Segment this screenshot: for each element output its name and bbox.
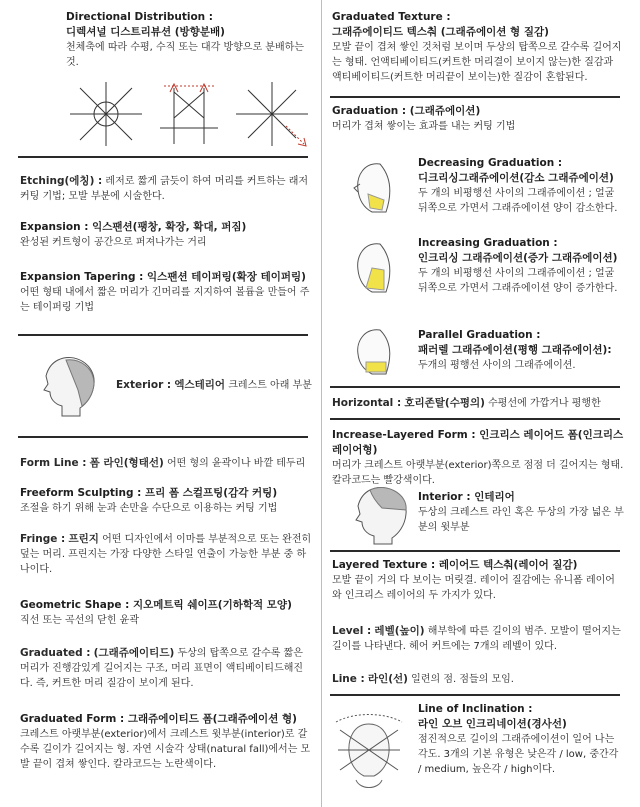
head-interior-icon [352,484,410,546]
entry-inclination [418,702,624,777]
entry-kr-title: 라인 오브 인크리네이션(경사선) [418,718,567,730]
entry-increase-layered [332,428,624,488]
entry-graduated [20,646,314,691]
entry-body: 조절을 하기 위해 눈과 손만을 수단으로 이용하는 커팅 기법 [20,503,278,514]
entry-graduation [332,104,624,134]
entry-body: 두 개의 비평행선 사이의 그래쥬에이션 ; 얼굴 뒤쪽으로 가면서 그래쥬에이션 양이 감소한다. [418,188,618,214]
entry-expansion-tapering [20,270,314,315]
section-rule [18,334,308,336]
entry-title: Expansion : [20,221,89,233]
entry-directional [66,10,316,70]
entry-decreasing [418,156,624,216]
entry-title: Graduation : [332,105,407,117]
section-rule [330,386,620,388]
column-divider [321,0,322,807]
entry-title: Increasing Graduation : [418,237,558,249]
entry-interior [418,490,624,535]
entry-kr-title: 프리 폼 스컬프팅(감각 커팅) [144,487,278,499]
entry-body: 머리가 크레스트 아랫부분(exterior)쪽으로 점점 더 길어지는 형태. 칼라코드는 빨강색이다. [332,460,624,486]
head-inclination-icon [334,710,404,800]
entry-kr-title: 호리존탈(수평의) [404,397,485,409]
entry-body: 두 개의 비평행선 사이의 그래쥬에이션 ; 얼굴 뒤쪽으로 가면서 그래쥬에이션 양이 증가한다. [418,268,618,294]
entry-body: 두개의 평행선 사이의 그래쥬에이션. [418,360,576,371]
entry-kr-title: 디크리싱그래쥬에이션(감소 그래쥬에이션) [418,172,614,184]
entry-body: 해부학에 따른 길이의 범주. 모발이 떨어지는 길이를 나타낸다. 헤어 커트에는 7개의 레벨이 있다. [332,626,621,652]
section-rule [330,418,620,420]
section-rule [330,694,620,696]
entry-body: 천체축에 따라 수평, 수직 또는 대각 방향으로 분배하는 것. [66,42,304,68]
entry-title: Increase-Layered Form : [332,429,476,441]
entry-kr-title: 그래쥬에이티드 폼(그래쥬에이션 형) [127,713,297,725]
entry-graduated-texture [332,10,624,85]
entry-body: 모발 끝이 겹쳐 쌓인 것처럼 보이며 두상의 탑쪽으로 갈수록 길어지는 형태. 언액티베이티드(커트한 머리결이 보이지 않는)한 질감과 액티베이티드(커트한 머리끝이 보이는)한 질감이 혼합된다. [332,42,622,83]
entry-kr-title: 프린지 [68,533,99,545]
entry-body: 크레스트 아래 부분 [228,380,312,391]
entry-title: Graduated Texture : [332,11,451,23]
entry-title: Directional Distribution : [66,11,213,23]
entry-kr-title: 라인(선) [367,673,408,685]
entry-title: Level : [332,625,372,637]
entry-title: Decreasing Graduation : [418,157,563,169]
entry-title: Line : [332,673,365,685]
entry-kr-title: (그래쥬에이션) [409,105,481,117]
entry-kr-title: 인크리싱 그래쥬에이션(증가 그래쥬에이션) [418,252,618,264]
section-rule [330,550,620,552]
entry-body: 일련의 점. 점들의 모임. [411,674,514,685]
entry-kr-title: 인크리스 레이어드 폼(인크리스 레이어형) [332,429,624,456]
entry-title: Geometric Shape : [20,599,130,611]
entry-body: 머리가 겹쳐 쌓이는 효과를 내는 커팅 기법 [332,121,516,132]
entry-parallel [418,328,624,373]
entry-body: 레저로 짧게 긁듯이 하여 머리를 커트하는 래저 커팅 기법; 모발 부분에 시술한다. [20,176,309,202]
entry-body: 두상의 크레스트 라인 혹은 두상의 가장 넓은 부분의 윗부분 [418,507,624,533]
entry-kr-title: 익스팬션 테이퍼링(확장 테이퍼링) [147,271,306,283]
entry-kr-title: 지오메트릭 쉐이프(기하학적 모양) [132,599,292,611]
entry-title: Interior : [418,491,471,503]
entry-kr-title: 레이어드 텍스춰(레이어 질감) [438,559,578,571]
entry-title: Parallel Graduation : [418,329,541,341]
entry-graduated-form [20,712,314,772]
entry-title: Expansion Tapering : [20,271,144,283]
entry-kr-title: 디렉셔널 디스트리뷰션 (방향분배) [66,26,225,38]
entry-fringe [20,532,314,577]
section-rule [18,436,308,438]
head-decreasing-icon [350,160,400,216]
section-rule [18,156,308,158]
head-profile-icon [40,354,98,418]
entry-kr-title: 엑스테리어 [174,379,226,391]
entry-title: Fringe : [20,533,66,545]
entry-title: Freeform Sculpting : [20,487,142,499]
entry-freeform [20,486,314,516]
entry-title: Graduated : [20,647,91,659]
entry-title: Etching(에칭) : [20,175,103,187]
entry-line [332,672,624,687]
entry-form-line [20,456,314,471]
entry-kr-title: (그래쥬에이티드) [93,647,175,659]
entry-kr-title: 레벨(높이) [374,625,425,637]
entry-body: 어떤 형태 내에서 짧은 머리가 긴머리를 지지하여 볼륨을 만들어 주는 테이퍼링 기법 [20,287,310,313]
entry-body: 점진적으로 길이의 그래쥬에이션이 일어 나는 각도. 3개의 기본 유형은 낮은각 / low, 중간각 / medium, 높은각 / high이다. [418,734,619,775]
entry-kr-title: 그래쥬에이티드 텍스춰 (그래쥬에이션 형 질감) [332,26,549,38]
entry-body: 직선 또는 곡선의 닫힌 윤곽 [20,615,139,626]
entry-body: 수평선에 가깝거나 평행한 [488,398,601,409]
head-parallel-icon [350,326,400,378]
entry-title: Exterior : [116,379,172,391]
entry-layered-texture [332,558,624,603]
section-rule [330,96,620,98]
entry-geometric [20,598,314,628]
entry-title: Form Line : [20,457,87,469]
entry-body: 크레스트 아랫부분(exterior)에서 크레스트 윗부분(interior)로 갈수록 길이가 길어지는 형. 자연 시술각 상태(natural fall)에서는 모발 끝이 겹쳐 쌓인다. 칼라코드는 노란색이다. [20,729,311,770]
directional-diagram-icon [64,78,314,150]
entry-level [332,624,624,654]
entry-kr-title: 패러렐 그래쥬에이션(평행 그래쥬에이션): [418,344,612,356]
entry-body: 모발 끝이 거의 다 보이는 머릿결. 레이어 질감에는 유니폼 레이어와 인크리스 레이어의 두 가지가 있다. [332,575,615,601]
entry-kr-title: 익스팬션(팽창, 확장, 확대, 퍼짐) [92,221,247,233]
entry-kr-title: 인테리어 [474,491,515,503]
entry-horizontal [332,396,624,411]
entry-increasing [418,236,624,296]
entry-title: Horizontal : [332,397,402,409]
entry-body: 완성된 커트형이 공간으로 퍼져나가는 거리 [20,237,207,248]
entry-kr-title: 폼 라인(형태선) [89,457,164,469]
entry-expansion [20,220,314,250]
entry-title: Graduated Form : [20,713,125,725]
entry-title: Line of Inclination : [418,703,533,715]
entry-body: 어떤 디자인에서 이마를 부분적으로 또는 완전히 덮는 머리. 프린지는 가장 다양한 스타일 연출이 가능한 부분 중 하나이다. [20,534,312,575]
entry-body: 두상의 탑쪽으로 갈수록 짧은 머리가 진행감있게 길어지는 구조, 머리 표면이 액티베이티드해진다. 즉, 커트한 머리 질감이 보이게 된다. [20,648,304,689]
head-increasing-icon [350,240,400,296]
entry-etching [20,174,314,204]
entry-exterior [116,378,316,393]
entry-body: 어떤 형의 윤곽이나 바깥 테두리 [166,458,306,469]
entry-title: Layered Texture : [332,559,436,571]
